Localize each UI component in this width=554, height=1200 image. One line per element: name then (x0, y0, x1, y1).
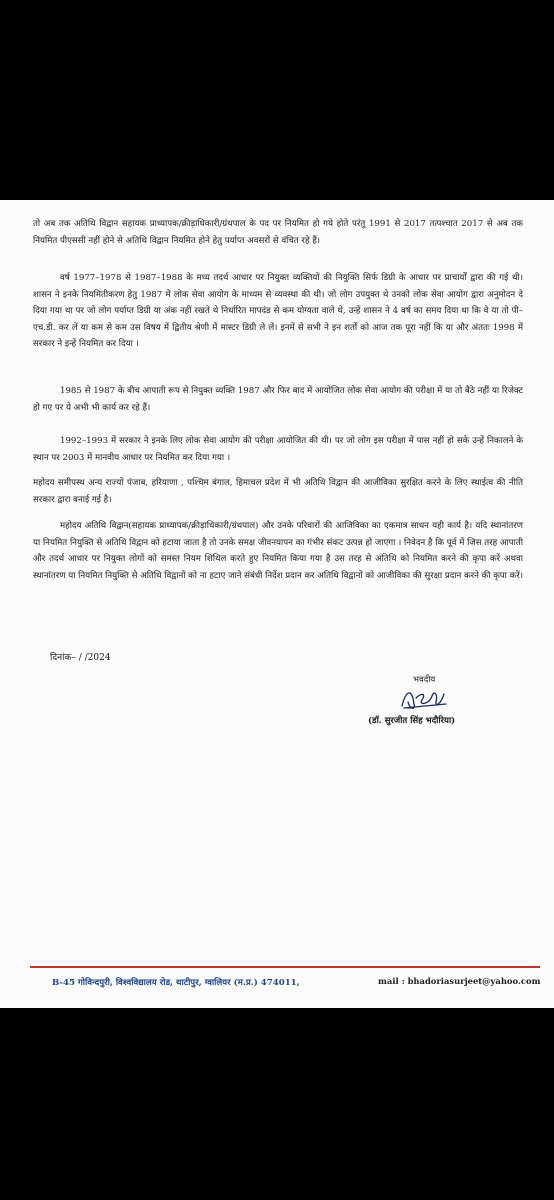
paragraph-5: महोदय समीपस्थ अन्य राज्यों पंजाब, हरियाणा , पश्चिम बंगाल, हिमाचल प्रदेश में भी अतिथि विद्वान की आजीविका सुरक्षित करने के लिए स्थाईत्व की नीति सरकार द्वारा बनाई गई है। (33, 478, 523, 505)
closing-salutation: भवदीय (413, 675, 436, 685)
letter-page (0, 200, 554, 1008)
paragraph-3: 1985 से 1987 के बीच आपाती रूप से नियुक्त व्यक्ति 1987 और फिर बाद में आयोजित लोक सेवा आयोग की परीक्षा में या तो बैठे नहीं या रिजेक्ट हो गए पर ये अभी भी कार्य कर रहे हैं। (33, 386, 523, 413)
paragraph-2: वर्ष 1977–1978 से 1987–1988 के मध्य तदर्थ आधार पर नियुक्त व्यक्तियों की नियुक्ति सिर्फ डिग्री के आधार पर प्राचार्यों द्वारा की गई थी। शासन ने इनके नियमितीकरण हेतु 1987 में लोक सेवा आयोग के माध्यम से व्यवस्था की थी। जो लोग उपयुक्त थे उनको लोक सेवा आयोग द्वारा अनुमोदन दे दिया गया था पर जो लोग पर्याप्त डिग्री या अंक नहीं रखते थे निर्धारित मापदंड से कम योग्यता वाले थे, उन्हें शासन ने 4 वर्ष का समय दिया था कि वे या तो पी–एच.डी. कर लें या कम से कम उस विषय में द्वितीय श्रेणी में मास्टर डिग्री ले लें। इनमें से सभी ने इन शर्तों को आज तक पूरा नहीं कि या और अंततः 1998 में सरकार ने इन्हें नियमित कर दिया । (33, 273, 523, 349)
footer-rule (30, 966, 540, 968)
date-line: दिनांक– / /2024 (50, 653, 111, 663)
signer-name: (डॉ. सुरजीत सिंह भदौरिया) (368, 716, 456, 726)
footer-mail: mail : bhadoriasurjeet@yahoo.com (378, 976, 541, 986)
paragraph-4: 1992–1993 में सरकार ने इनके लिए लोक सेवा आयोग की परीक्षा आयोजित की थी। पर जो लोग इस परीक्षा में पास नहीं हो सके उन्हें निकालने के स्थान पर 2003 में मानवीय आधार पर नियमित कर दिया गया । (33, 436, 523, 463)
signature-image (396, 684, 456, 714)
paragraph-6: महोदय अतिथि विद्वान(सहायक प्राध्यापक/क्रीड़ाधिकारी/ग्रंथपाल) और उनके परिवारों की आजिविका का एकमात्र साधन यही कार्य है। यदि स्थानांतरण या नियमित नियुक्ति से अतिथि विद्वान को हटाया जाता है तो उनके समक्ष जीवनयापन का गंभीर संकट उत्पन्न हो जाएगा । निवेदन है कि पूर्व में जिस तरह आपाती और तदर्थ आधार पर नियुक्त लोगों को समस्त नियम शिथिल करते हुए नियमित किया गया है उस तरह से अतिथि को नियमित करने की कृपा करें अथवा स्थानांतरण या नियमित नियुक्ति से अतिथि विद्वानों को ना हटाए जाने संबंधी निर्देश प्रदान कर अतिथि विद्वानों को आजीविका की सुरक्षा प्रदान करने की कृपा करें। (33, 521, 523, 581)
footer-address: B-45 गोविन्दपुरी, विश्वविद्यालय रोड, थाटीपुर, ग्वालियर (म.प्र.) 474011, (52, 978, 300, 988)
paragraph-1: तो अब तक अतिथि विद्वान सहायक प्राध्यापक/क्रीड़ाधिकारी/ग्रंथपाल के पद पर नियमित हो गये होते परंतु 1991 से 2017 तत्पश्चात 2017 से अब तक नियमित पीएससी नहीं होने से अतिथि विद्वान नियमित होने हेतु पर्याप्त अवसरों से वंचित रहे हैं। (33, 219, 523, 246)
